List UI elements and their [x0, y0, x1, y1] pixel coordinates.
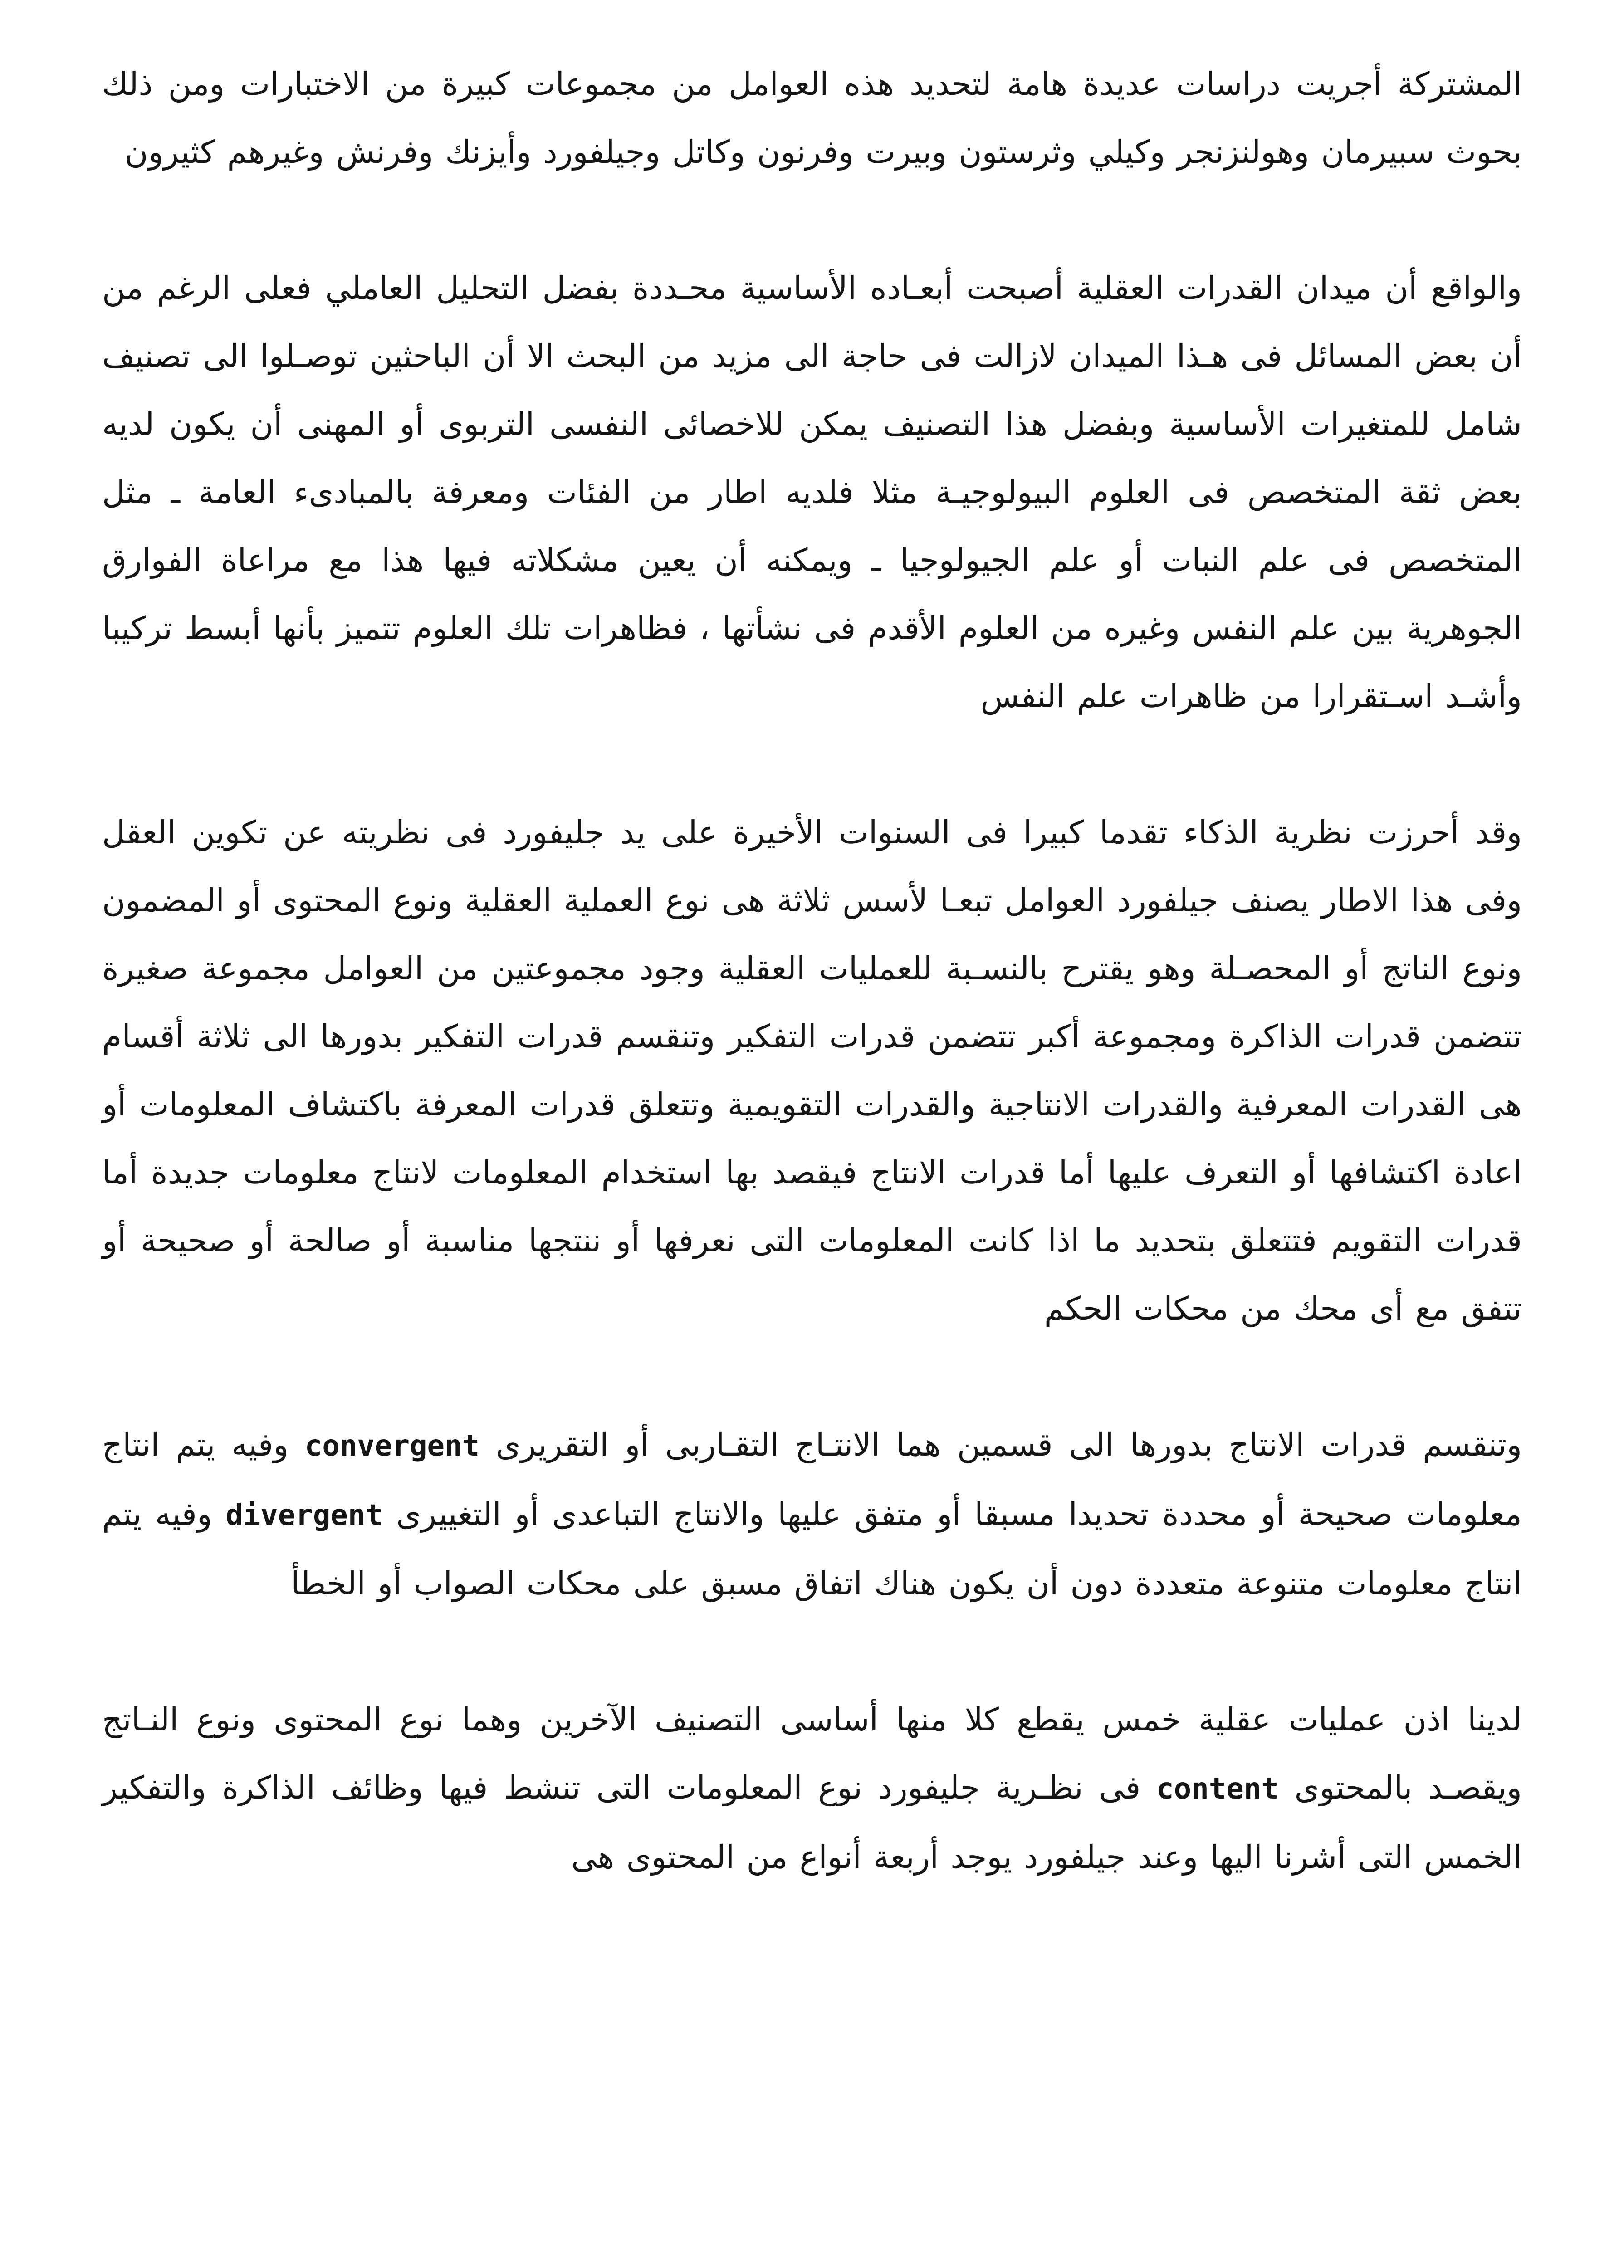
latin-term: divergent [225, 1499, 383, 1532]
latin-term: content [1156, 1772, 1279, 1806]
paragraph-text: والواقع أن ميدان القدرات العقلية أصبحت أبعـاده الأساسية محـددة بفضل التحليل العاملي فعلى الرغم من أن بعض المسائل فى هـذا الميدان لازالت فى حاجة الى مزيد من البحث الا أن الباحثين توصـلوا الى تصنيف شامل للمتغيرات الأساسية وبفضل هذا التصنيف يمكن للاخصائى النفسى التربوى أو المهنى أن يكون لديه بعض ثقة المتخصص فى العلوم البيولوجيـة مثلا فلديه اطار من الفئات ومعرفة بالمبادىء العامة ـ مثل المتخصص فى علم النبات أو علم الجيولوجيا ـ ويمكنه أن يعين مشكلاته فيها هذا مع مراعاة الفوارق الجوهرية بين علم النفس وغيره من العلوم الأقدم فى نشأتها ، فظاهرات تلك العلوم تتميز بأنها أبسط تركيبا وأشـد اسـتقرارا من ظاهرات علم النفس [102, 269, 1522, 715]
paragraph-text: وفيه يتم انتاج معلومات صحيحة أو محددة تحديدا مسبقا أو متفق عليها والانتاج التباعدى أو التغييرى [102, 1426, 1522, 1533]
paragraph-text: فى نظـرية جليفورد نوع المعلومات التى تنشط فيها وظائف الذاكرة والتفكير الخمس التى أشرنا اليها وعند جيلفورد يوجد أربعة أنواع من المحتوى هى [102, 1769, 1522, 1876]
paragraph [102, 1686, 1522, 1891]
paragraph-text: وتنقسم قدرات الانتاج بدورها الى قسمين هما الانتـاج التقـاربى أو التقريرى [479, 1426, 1522, 1463]
paragraph [102, 254, 1522, 730]
paragraph-text: وفيه يتم انتاج معلومات متنوعة متعددة دون أن يكون هناك اتفاق مسبق على محكات الصواب أو الخطأ [102, 1496, 1522, 1602]
paragraph-text: وقد أحرزت نظرية الذكاء تقدما كبيرا فى السنوات الأخيرة على يد جليفورد فى نظريته عن تكوين العقل وفى هذا الاطار يصنف جيلفورد العوامل تبعـا لأسس ثلاثة هى نوع العملية العقلية ونوع المحتوى أو المضمون ونوع الناتج أو المحصـلة وهو يقترح بالنسـبة للعمليات العقلية وجود مجموعتين من العوامل مجموعة صغيرة تتضمن قدرات الذاكرة ومجموعة أكبر تتضمن قدرات التفكير وتنقسم قدرات التفكير بدورها الى ثلاثة أقسام هى القدرات المعرفية والقدرات الانتاجية والقدرات التقويمية وتتعلق قدرات المعرفة باكتشاف المعلومات أو اعادة اكتشافها أو التعرف عليها أما قدرات الانتاج فيقصد بها استخدام المعلومات لانتاج معلومات جديدة أما قدرات التقويم فتتعلق بتحديد ما اذا كانت المعلومات التى نعرفها أو ننتجها مناسبة أو صالحة أو صحيحة أو تتفق مع أى محك من محكات الحكم [102, 814, 1522, 1327]
body-text [102, 50, 1522, 1891]
paragraph [102, 50, 1522, 186]
document-page [102, 50, 1522, 2268]
paragraph [102, 798, 1522, 1343]
paragraph [102, 1411, 1522, 1618]
paragraph-text: لدينا اذن عمليات عقلية خمس يقطع كلا منها أساسى التصنيف الآخرين وهما نوع المحتوى ونوع النـاتج ويقصـد بالمحتوى [102, 1701, 1522, 1806]
paragraph-text: المشتركة أجريت دراسات عديدة هامة لتحديد هذه العوامل من مجموعات كبيرة من الاختبارات ومن ذلك بحوث سبيرمان وهولنزنجر وكيلي وثرستون وبيرت وفرنون وكاتل وجيلفورد وأيزنك وفرنش وغيرهم كثيرون [102, 65, 1522, 171]
latin-term: convergent [304, 1429, 480, 1463]
